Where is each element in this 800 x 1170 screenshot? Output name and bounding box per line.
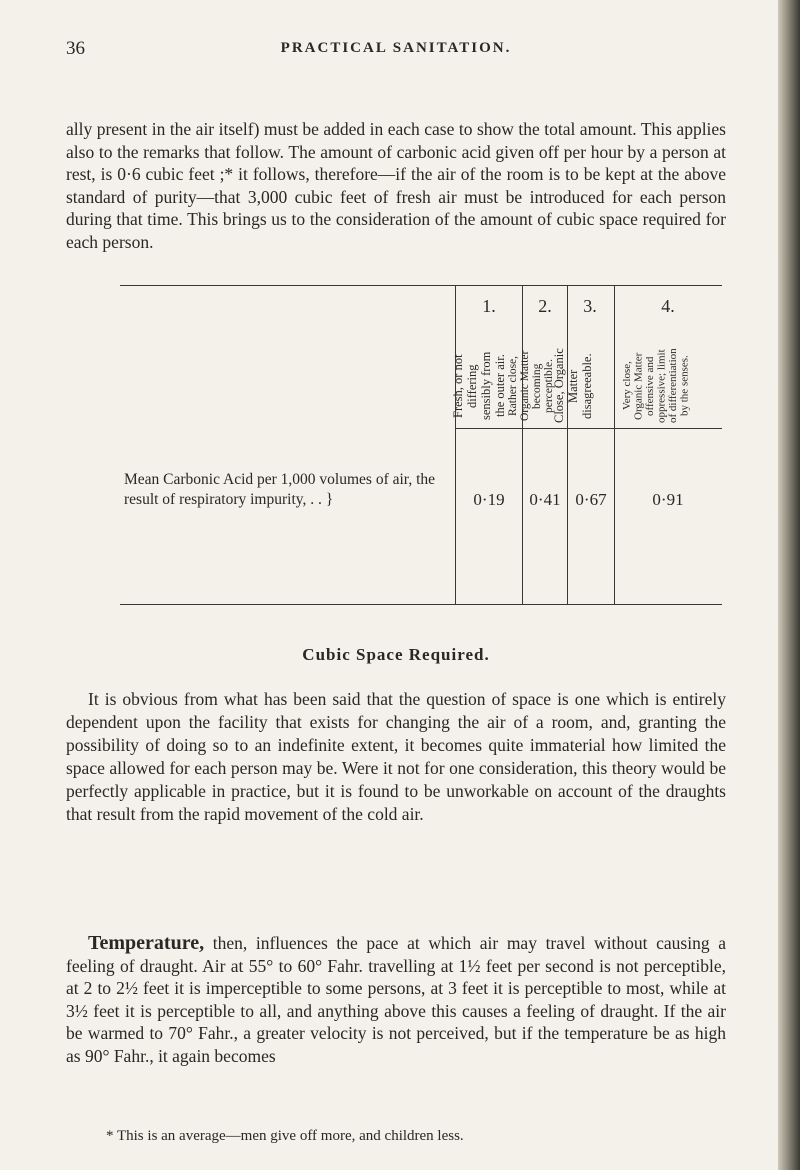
paragraph-2: It is obvious from what has been said that the question of space is one which is entirely dependent upon the facility that exists for changing the air of a room, and, granting the possibility of doing so to an indefinite extent, it becomes quite immaterial how limited the space allowed for each person may be. Were it not for one consideration, this theory would be perfectly applicable in practice, but it is found to be unworkable on account of the draughts that result from the rapid movement of the cold air. <box>66 689 726 824</box>
column-number: 4. <box>661 296 675 316</box>
paragraph-1-text: ally present in the air itself) must be added in each case to show the total amount. This applies also to the remarks that follow. The amount of carbonic acid given off per hour by a person at rest, is 0·6 cubic feet ;* it follows, therefore—if the air of the room is to be kept at the above standard of purity—that 3,000 cubic feet of fresh air must be introduced for each person during that time. This brings us to the consideration of the amount of cubic space required for each person. <box>66 119 726 252</box>
table-header-rule <box>455 428 722 429</box>
column-heading: Fresh, or not differing sensibly from the outer air. <box>451 351 507 421</box>
paragraph-1 <box>66 118 726 253</box>
column-heading: Close, Organic Matter disagreeable. <box>552 348 594 424</box>
table-divider <box>522 286 523 604</box>
table-cell: 0·91 <box>652 490 684 509</box>
table-cell: 0·67 <box>575 490 607 509</box>
footnote: * This is an average—men give off more, and children less. <box>106 1128 464 1144</box>
row-label-leader: . . } <box>310 491 334 508</box>
book-page-edge <box>778 0 800 1170</box>
paragraph-3 <box>66 932 726 1067</box>
section-title: Cubic Space Required. <box>302 645 490 664</box>
table-divider <box>567 286 568 604</box>
table-divider <box>614 286 615 604</box>
paragraph-3-sidehead: Temperature, <box>88 932 205 954</box>
running-head: PRACTICAL SANITATION. <box>280 40 512 56</box>
column-number: 3. <box>583 296 597 316</box>
row-label-text: Mean Carbonic Acid per 1,000 volumes of air, the result of respiratory impurity, <box>124 471 436 508</box>
column-number: 2. <box>538 296 552 316</box>
paragraph-3-text: then, influences the pace at which air may travel without causing a feeling of draught. Air at 55° to 60° Fahr. travelling at 1½ feet per second is not perceptible, at 2 to 2½ feet it is imperceptible to some persons, at 3 feet it is perceptible to most, while at 3½ feet it is perceptible to all, and anything above this causes a feeling of draught. If the air be warmed to 70° Fahr., a greater velocity is not perceived, but if the temperature be as high as 90° Fahr., it again becomes <box>66 933 726 1066</box>
column-heading: Very close, Organic Matter offensive and oppressive; limit of differentiation by the senses. <box>621 348 691 424</box>
carbonic-acid-table <box>120 285 722 605</box>
table-divider <box>455 286 456 604</box>
table-cell: 0·19 <box>473 490 505 509</box>
page-header <box>66 38 726 68</box>
column-heading: Rather close, Organic Matter becoming perceptible. <box>507 350 555 422</box>
column-number: 1. <box>482 296 496 316</box>
table-cell: 0·41 <box>529 490 561 509</box>
table-row-label <box>124 470 449 510</box>
page-number: 36 <box>66 38 85 59</box>
